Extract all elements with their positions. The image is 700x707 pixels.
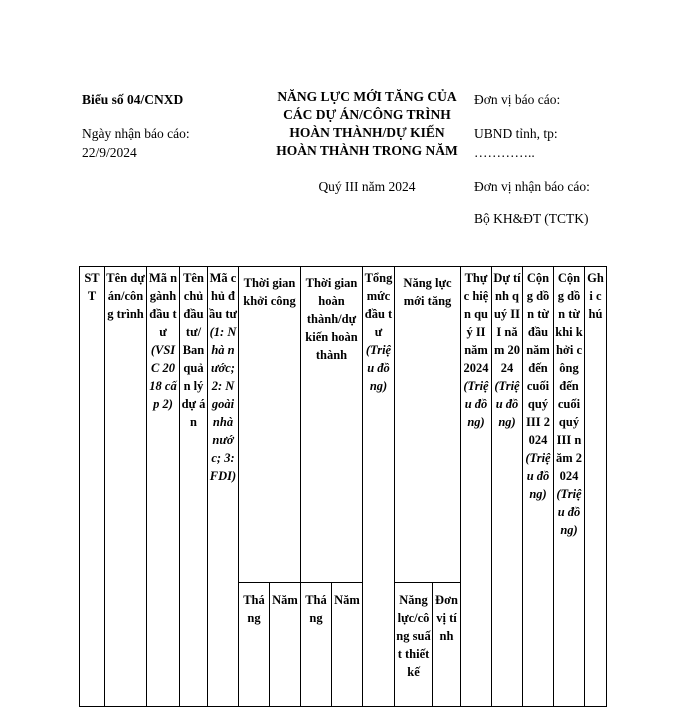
received-date-label: Ngày nhận báo cáo: xyxy=(82,126,190,141)
header-q2-actual: Thực hiện quý II năm 2024 (Triệu đồng) xyxy=(461,267,492,707)
reporting-unit-block xyxy=(474,90,674,162)
header-cumulative-year: Cộng dồn từ đầu năm đến cuối quý III 2024 (Triệu đồng) xyxy=(523,267,554,707)
subheader-unit: Đơn vị tính xyxy=(433,583,461,707)
header-total-investment: Tổng mức đầu tư (Triệu đồng) xyxy=(363,267,395,707)
subheader-start-month: Tháng xyxy=(239,583,270,707)
reporting-unit-label: Đơn vị báo cáo: xyxy=(474,92,561,107)
document-title xyxy=(258,88,476,160)
header-investor-code: Mã chủ đầu tư (1: Nhà nước; 2: Ngoài nhà nước; 3: FDI) xyxy=(208,267,239,707)
header-new-capacity: Năng lực mới tăng xyxy=(395,267,461,583)
reporting-unit-blank: ………….. xyxy=(474,145,535,160)
report-period: Quý III năm 2024 xyxy=(318,179,416,194)
header-cumulative-start: Cộng dồn từ khi khởi công đến cuối quý III năm 2024 (Triệu đồng) xyxy=(554,267,585,707)
title-line-4: HOÀN THÀNH TRONG NĂM xyxy=(276,143,458,158)
title-line-2: CÁC DỰ ÁN/CÔNG TRÌNH xyxy=(283,107,451,122)
header-start-time: Thời gian khởi công xyxy=(239,267,301,583)
capacity-report-table xyxy=(79,266,607,707)
header-project-name: Tên dự án/công trình xyxy=(105,267,147,707)
receiving-unit-block xyxy=(474,177,674,228)
subheader-capacity: Năng lực/công suất thiết kế xyxy=(395,583,433,707)
title-line-3: HOÀN THÀNH/DỰ KIẾN xyxy=(289,125,445,140)
receiving-unit-value: Bộ KH&ĐT (TCTK) xyxy=(474,211,589,226)
received-date-block xyxy=(82,124,190,162)
header-q3-estimate: Dự tính quý III năm 2024 (Triệu đồng) xyxy=(492,267,523,707)
receiving-unit-label: Đơn vị nhận báo cáo: xyxy=(474,179,590,194)
subheader-start-year: Năm xyxy=(270,583,301,707)
header-completion-time: Thời gian hoàn thành/dự kiến hoàn thành xyxy=(301,267,363,583)
header-investor: Tên chủ đầu tư/ Ban quản lý dự án xyxy=(180,267,208,707)
title-line-1: NĂNG LỰC MỚI TĂNG CỦA xyxy=(277,89,457,104)
reporting-unit-value: UBND tỉnh, tp: xyxy=(474,126,558,141)
header-stt: STT xyxy=(80,267,105,707)
header-note: Ghi chú xyxy=(585,267,607,707)
form-number-label: Biểu số 04/CNXD xyxy=(82,92,184,107)
subheader-end-year: Năm xyxy=(332,583,363,707)
received-date-value: 22/9/2024 xyxy=(82,145,137,160)
subheader-end-month: Tháng xyxy=(301,583,332,707)
header-industry-code: Mã ngành đầu tư (VSIC 2018 cấp 2) xyxy=(147,267,180,707)
